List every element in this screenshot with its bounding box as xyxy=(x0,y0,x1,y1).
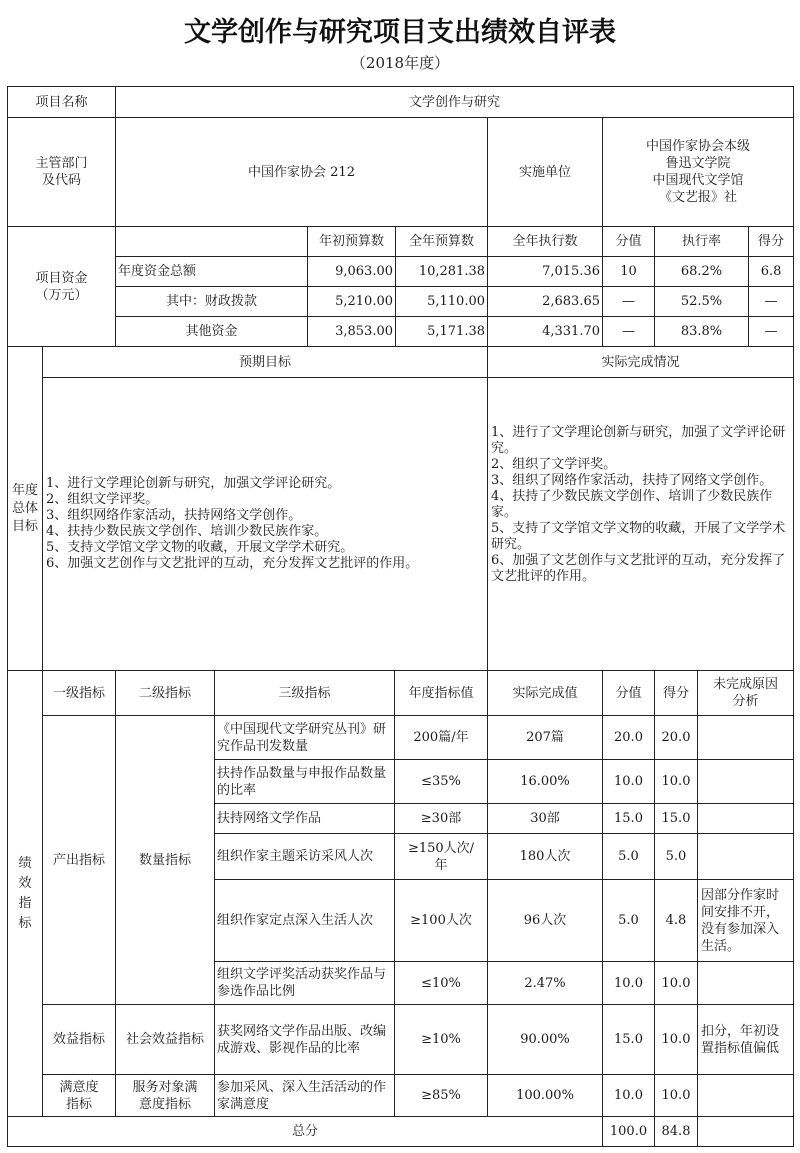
funds-label-text: 项目资金（万元） xyxy=(35,270,88,303)
indicator-target: ≥100人次 xyxy=(395,880,488,962)
header-level2: 二级指标 xyxy=(116,671,215,716)
indicator-score-value: 20.0 xyxy=(603,716,655,760)
funds-score: — xyxy=(749,287,794,317)
project-name-value: 文学创作与研究 xyxy=(116,87,794,118)
header-reason xyxy=(698,671,794,716)
indicator-level3: 扶持网络文学作品 xyxy=(215,804,395,834)
header-level1: 一级指标 xyxy=(43,671,116,716)
page-title: 文学创作与研究项目支出绩效自评表 xyxy=(184,17,616,48)
funds-row-name: 其他资金 xyxy=(116,317,308,347)
impl-unit: 《文艺报》社 xyxy=(659,190,738,205)
funds-row xyxy=(8,257,794,287)
indicator-score: 5.0 xyxy=(655,834,698,880)
funds-rate: 68.2% xyxy=(655,257,749,287)
group-level2 xyxy=(116,1075,215,1117)
header-reason-text: 未完成原因分析 xyxy=(712,677,778,709)
actual-goal-item: 2、组织了文学评奖。 xyxy=(491,457,617,472)
actual-goal-item: 1、进行了文学理论创新与研究，加强了文学评论研究。 xyxy=(491,425,786,456)
group-level1: 效益指标 xyxy=(43,1005,116,1075)
indicator-actual: 207篇 xyxy=(488,716,603,760)
goals-label xyxy=(8,347,43,671)
indicator-target-text: ≥150人次/年 xyxy=(407,840,475,873)
impl-unit: 中国作家协会本级 xyxy=(646,139,751,154)
expected-goal-item: 5、支持文学馆文学文物的收藏，开展文学学术研究。 xyxy=(46,540,354,555)
indicator-actual: 96人次 xyxy=(488,880,603,962)
group-level2: 数量指标 xyxy=(116,716,215,1005)
project-info-table xyxy=(7,86,794,347)
indicator-target xyxy=(395,834,488,880)
dept-value: 中国作家协会 212 xyxy=(116,118,488,227)
indicator-score-value: 15.0 xyxy=(603,1005,655,1075)
indicator-score-value: 15.0 xyxy=(603,804,655,834)
indicator-target: ≥10% xyxy=(395,1005,488,1075)
funds-executed: 2,683.65 xyxy=(488,287,603,317)
indicator-score-value: 10.0 xyxy=(603,760,655,804)
indicator-actual: 100.00% xyxy=(488,1075,603,1117)
total-reason xyxy=(698,1117,794,1147)
funds-score-value: — xyxy=(603,317,655,347)
indicator-reason xyxy=(698,962,794,1005)
indicators-table xyxy=(7,670,794,1147)
funds-label xyxy=(8,227,116,347)
funds-score-value: — xyxy=(603,287,655,317)
actual-goal-item: 3、组织了网络作家活动，扶持了网络文学创作。 xyxy=(491,473,773,488)
indicator-level3: 组织作家定点深入生活人次 xyxy=(215,880,395,962)
group-level1: 产出指标 xyxy=(43,716,116,1005)
indicator-level3: 获奖网络文学作品出版、改编成游戏、影视作品的比率 xyxy=(215,1005,395,1075)
total-label: 总分 xyxy=(8,1117,603,1147)
indicator-score: 10.0 xyxy=(655,1075,698,1117)
indicator-target: ≥30部 xyxy=(395,804,488,834)
funds-row-name: 其中：财政拨款 xyxy=(116,287,308,317)
group-level1-text: 满意度指标 xyxy=(59,1079,99,1112)
header-target: 年度指标值 xyxy=(395,671,488,716)
funds-score: — xyxy=(749,317,794,347)
indicator-score-value: 10.0 xyxy=(603,1075,655,1117)
indicator-actual: 90.00% xyxy=(488,1005,603,1075)
expected-goal-item: 3、组织网络作家活动，扶持网络文学创作。 xyxy=(46,508,302,523)
funds-initial: 5,210.00 xyxy=(308,287,396,317)
actual-header: 实际完成情况 xyxy=(488,347,794,378)
funds-rate: 83.8% xyxy=(655,317,749,347)
expected-goals xyxy=(43,378,488,671)
indicator-score: 4.8 xyxy=(655,880,698,962)
indicators-label xyxy=(8,671,43,1117)
dept-label-text: 主管部门及代码 xyxy=(35,156,88,188)
group-level1 xyxy=(43,1075,116,1117)
dept-label xyxy=(8,118,116,227)
indicator-score: 10.0 xyxy=(655,1005,698,1075)
funds-header: 得分 xyxy=(749,227,794,257)
indicator-score-value: 5.0 xyxy=(603,880,655,962)
actual-goals xyxy=(488,378,794,671)
funds-row-name: 年度资金总额 xyxy=(116,257,308,287)
indicator-target: ≥85% xyxy=(395,1075,488,1117)
goals-table xyxy=(7,346,794,671)
indicators-label-text: 绩效指标 xyxy=(18,855,32,931)
indicator-level3: 《中国现代文学研究丛刊》研究作品刊发数量 xyxy=(215,716,395,760)
indicator-level3: 扶持作品数量与申报作品数量的比率 xyxy=(215,760,395,804)
funds-initial: 3,853.00 xyxy=(308,317,396,347)
indicator-target: ≤35% xyxy=(395,760,488,804)
funds-annual: 5,110.00 xyxy=(396,287,488,317)
indicator-score-value: 5.0 xyxy=(603,834,655,880)
total-row xyxy=(8,1117,794,1147)
actual-goal-item: 6、加强了文艺创作与文艺批评的互动，充分发挥了文艺批评的作用。 xyxy=(491,553,786,584)
indicator-score: 10.0 xyxy=(655,962,698,1005)
expected-header: 预期目标 xyxy=(43,347,488,378)
header-score-value: 分值 xyxy=(603,671,655,716)
impl-unit: 鲁迅文学院 xyxy=(665,156,731,171)
project-name-label: 项目名称 xyxy=(8,87,116,118)
indicator-actual: 2.47% xyxy=(488,962,603,1005)
group-level2: 社会效益指标 xyxy=(116,1005,215,1075)
indicator-level3: 组织文学评奖活动获奖作品与参选作品比例 xyxy=(215,962,395,1005)
funds-annual: 5,171.38 xyxy=(396,317,488,347)
header-actual: 实际完成值 xyxy=(488,671,603,716)
funds-executed: 4,331.70 xyxy=(488,317,603,347)
funds-score-value: 10 xyxy=(603,257,655,287)
actual-goal-item: 5、支持了文学馆文学文物的收藏，开展了文学学术研究。 xyxy=(491,521,786,552)
indicator-target: ≤10% xyxy=(395,962,488,1005)
indicator-score: 15.0 xyxy=(655,804,698,834)
funds-header xyxy=(116,227,308,257)
indicator-reason: 因部分作家时间安排不开，没有参加深入生活。 xyxy=(698,880,794,962)
funds-header: 全年预算数 xyxy=(396,227,488,257)
expected-goal-item: 1、进行文学理论创新与研究，加强文学评论研究。 xyxy=(46,476,341,491)
impl-units xyxy=(603,118,794,227)
funds-header: 分值 xyxy=(603,227,655,257)
indicator-reason xyxy=(698,834,794,880)
indicator-reason xyxy=(698,1075,794,1117)
funds-header: 执行率 xyxy=(655,227,749,257)
indicator-reason xyxy=(698,716,794,760)
actual-goal-item: 4、扶持了少数民族文学创作、培训了少数民族作家。 xyxy=(491,489,773,520)
total-score: 84.8 xyxy=(655,1117,698,1147)
expected-goal-item: 4、扶持少数民族文学创作、培训少数民族作家。 xyxy=(46,524,328,539)
group-level2-text: 服务对象满意度指标 xyxy=(132,1079,198,1112)
page-subtitle: （2018年度） xyxy=(350,54,450,72)
indicator-level3: 参加采风、深入生活活动的作家满意度 xyxy=(215,1075,395,1117)
indicator-actual: 180人次 xyxy=(488,834,603,880)
total-score-value: 100.0 xyxy=(603,1117,655,1147)
indicator-score-value: 10.0 xyxy=(603,962,655,1005)
indicator-row xyxy=(8,1075,794,1117)
indicator-row xyxy=(8,1005,794,1075)
indicator-row xyxy=(8,716,794,760)
header-score: 得分 xyxy=(655,671,698,716)
impl-label: 实施单位 xyxy=(488,118,603,227)
expected-goal-item: 6、加强文艺创作与文艺批评的互动，充分发挥文艺批评的作用。 xyxy=(46,556,419,571)
funds-row xyxy=(8,287,794,317)
expected-goal-item: 2、组织文学评奖。 xyxy=(46,492,159,507)
goals-label-text: 年度总体目标 xyxy=(11,482,38,534)
indicator-reason: 扣分，年初设置指标值偏低 xyxy=(698,1005,794,1075)
funds-row xyxy=(8,317,794,347)
indicator-score: 10.0 xyxy=(655,760,698,804)
funds-score: 6.8 xyxy=(749,257,794,287)
funds-header: 全年执行数 xyxy=(488,227,603,257)
funds-initial: 9,063.00 xyxy=(308,257,396,287)
indicator-level3: 组织作家主题采访采风人次 xyxy=(215,834,395,880)
header-level3: 三级指标 xyxy=(215,671,395,716)
funds-executed: 7,015.36 xyxy=(488,257,603,287)
indicator-target: 200篇/年 xyxy=(395,716,488,760)
indicator-score: 20.0 xyxy=(655,716,698,760)
funds-header: 年初预算数 xyxy=(308,227,396,257)
indicator-actual: 16.00% xyxy=(488,760,603,804)
impl-unit: 中国现代文学馆 xyxy=(652,173,744,188)
indicator-reason xyxy=(698,760,794,804)
funds-rate: 52.5% xyxy=(655,287,749,317)
indicator-actual: 30部 xyxy=(488,804,603,834)
funds-annual: 10,281.38 xyxy=(396,257,488,287)
indicator-reason xyxy=(698,804,794,834)
